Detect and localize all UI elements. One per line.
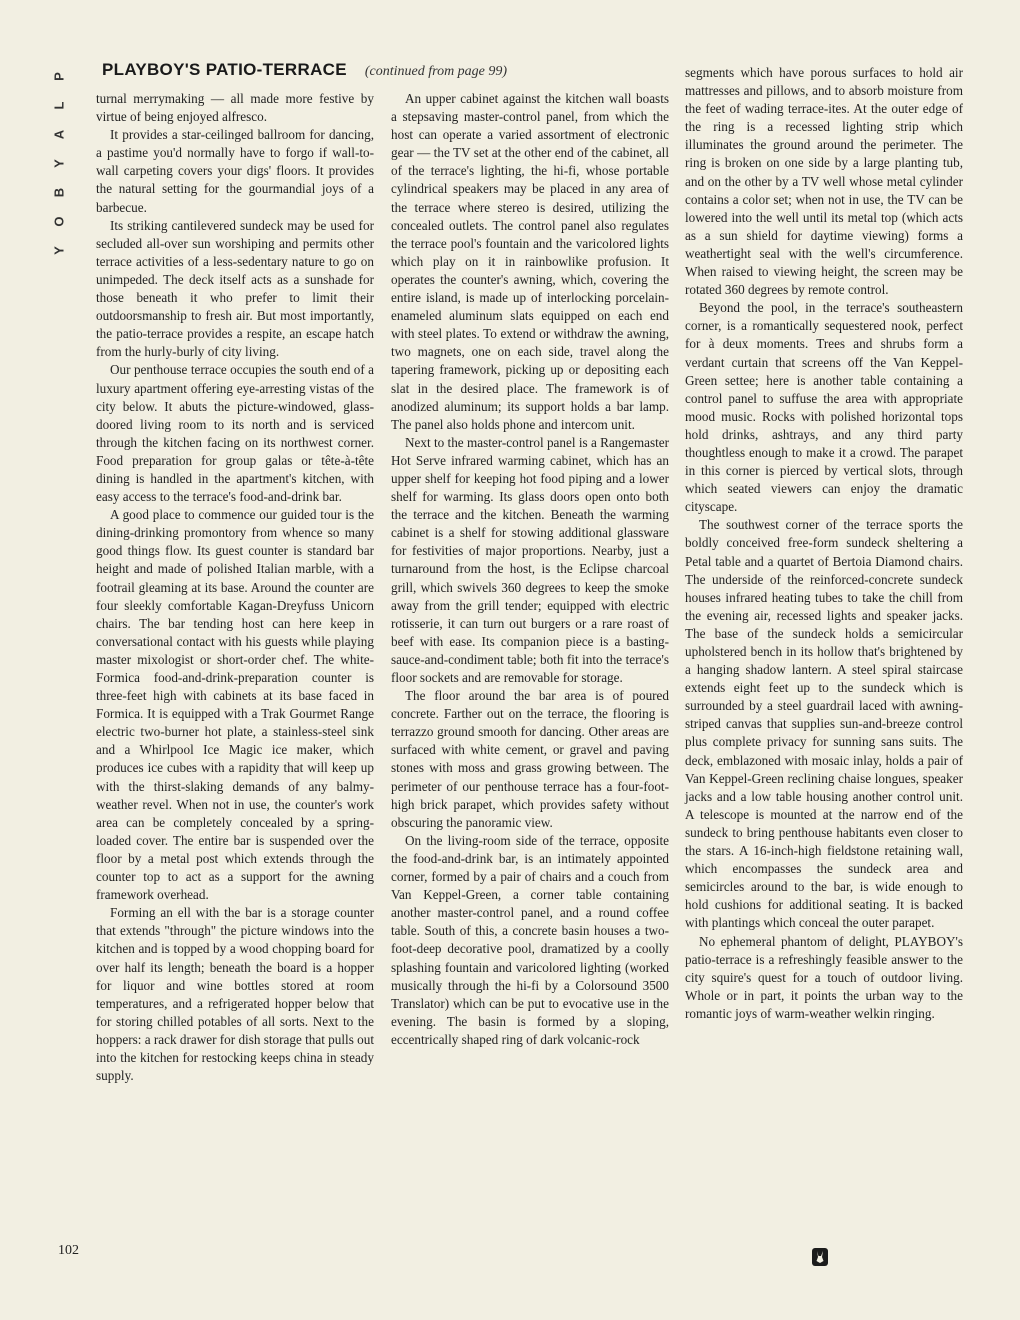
paragraph: On the living-room side of the terrace, opposite the food-and-drink bar, is an intimately appointed corner, formed by a pair of chairs and a couch from Van Keppel-Green, a corner table containing another master-control panel, and a round coffee table. South of this, a concrete basin houses a two-foot-deep decorative pool, dramatized by a coolly splashing fountain and varicolored lighting (worked musically through the hi-fi by a Colorsound 3500 Translator) which can be put to evocative use in the evening. The basin is formed by a sloping, eccentrically shaped ring of dark volcanic-rock	[391, 832, 669, 1047]
spine-letter: O	[51, 216, 67, 227]
paragraph: It provides a star-ceilinged ballroom for dancing, a pastime you'd normally have to forgo if wall-to-wall carpeting covers your digs' floors. It provides the natural setting for the gourmandial joys of a barbecue.	[96, 127, 374, 215]
text-column-2	[391, 90, 669, 1049]
paragraph: Next to the master-control panel is a Rangemaster Hot Serve infrared warming cabinet, which has an upper shelf for keeping hot food piping and a lower shelf for warming. Its glass doors open onto both the terrace and the kitchen. Beneath the warming cabinet is a shelf for stowing additional glassware for festivities of major proportions. Nearby, just a turnaround from the host, is the Eclipse charcoal grill, which swivels 360 degrees to keep the smoke away from the grill tender; equipped with electric rotisserie, it can turn out burgers or a rare roast of beef with ease. Its companion piece is a basting-sauce-and-condiment table; both fit into the terrace's floor sockets and are removable for storage.	[391, 434, 669, 685]
rabbit-head-end-mark-icon	[812, 1248, 828, 1266]
spine-masthead	[51, 62, 76, 265]
spine-letter: Y	[51, 246, 67, 255]
spine-letter: A	[51, 129, 67, 140]
article-header	[102, 60, 702, 86]
spine-letter: Y	[51, 159, 67, 168]
continued-note: (continued from page 99)	[364, 64, 508, 79]
paragraph: An upper cabinet against the kitchen wall boasts a stepsaving master-control panel, from which the host can operate a varied assortment of electronic gear — the TV set at the other end of the cabinet, all of the terrace's lighting, the hi-fi, whose portable cylindrical speakers may be placed in any area of the terrace where stereo is desired, utilizing the concealed outlets. The control panel also regulates the terrace pool's fountain and the varicolored lights which play on it in rainbowlike profusion. It operates the counter's awning, which, covering the entire island, is made up of interlocking porcelain-enameled aluminum slats equipped on each end with steel plates. To extend or withdraw the awning, two magnets, one on each side, travel along the tapering framework, picking up or depositing each slat in the desired place. The framework is of anodized aluminum; its support holds a bar lamp. The panel also holds phone and intercom unit.	[391, 91, 669, 432]
paragraph: A good place to commence our guided tour is the dining-drinking promontory from whence so many good things flow. Its guest counter is standard bar height and made of polished Italian marble, with a footrail gleaming at its base. Around the counter are four sleekly comfortable Kagan-Dreyfuss Unicorn chairs. The bar tending host can here keep in conversational contact with his guests while playing master mixologist or short-order chef. The white-Formica food-and-drink-preparation counter is three-feet high with cabinets at its base faced in Formica. It is equipped with a Trak Gourmet Range electric two-burner hot plate, a stainless-steel sink and a Whirlpool Ice Magic ice maker, which produces ice cubes with a rapidity that will keep up with the thirst-slaking demands of any balmy-weather revel. When not in use, the counter's work area can be completely concealed by a spring-loaded cover. The entire bar is suspended over the floor by a metal post which extends through the counter top to act as a support for the awning framework overhead.	[96, 507, 374, 903]
page-number: 102	[58, 1243, 79, 1258]
spine-letter: P	[51, 72, 67, 81]
paragraph: Beyond the pool, in the terrace's southeastern corner, is a romantically sequestered nook, perfect for à deux moments. Trees and shrubs form a verdant curtain that screens off the Van Keppel-Green settee; here is another table containing a control panel to suffuse the area with appropriate mood music. Rocks with polished horizontal tops hold drinks, ashtrays, and any third party thoughtless enough to make it a crowd. The parapet in this corner is pierced by vertical slots, through which seated viewers can enjoy the dramatic cityscape.	[685, 300, 963, 515]
paragraph: Its striking cantilevered sundeck may be used for secluded all-over sun worshiping and permits other terrace activities of a less-sedentary nature to go on unimpeded. The deck itself acts as a sunshade for those beneath it who prefer to limit their outdoorsmanship to fresh air. But most importantly, the patio-terrace provides a respite, an escape hatch from the hurly-burly of city living.	[96, 217, 374, 360]
paragraph: The southwest corner of the terrace sports the boldly conceived free-form sundeck sheltering a Petal table and a quartet of Bertoia Diamond chairs. The underside of the reinforced-concrete sundeck houses infrared heating tubes to take the chill from the evening air, recessed lights and speaker jacks. The base of the sundeck holds a semicircular upholstered bench in its hollow that's brightened by a hanging shadow lantern. A steel spiral staircase extends eight feet up to the sundeck which is surrounded by a steel guardrail laced with awning-striped canvas that supplies sun-and-breeze control plus complete privacy for sunning sans suits. The deck, emblazoned with mosaic inlay, holds a pair of Van Keppel-Green reclining chaise longues, speaker jacks and a low table housing another control unit. A telescope is mounted at the narrow end of the sundeck to bring penthouse habitants even closer to the stars. A 16-inch-high fieldstone retaining wall, which encompasses the sundeck area and semicircles around to the bar, is wide enough to hold cushions for additional seating. It is backed with plantings which conceal the outer parapet.	[685, 517, 963, 931]
spine-letter: B	[51, 187, 67, 198]
paragraph: turnal merrymaking — all made more festive by virtue of being enjoyed alfresco.	[96, 91, 374, 125]
spine-letter: L	[51, 101, 67, 110]
paragraph: Our penthouse terrace occupies the south end of a luxury apartment offering eye-arresting vistas of the city below. It abuts the picture-windowed, glass-doored living room to its north and is serviced through the kitchen facing on its northwest corner. Food preparation for group galas or tête-à-tête dining is handled in the apartment's kitchen, with easy access to the terrace's food-and-drink bar.	[96, 362, 374, 505]
text-column-1	[96, 90, 374, 1085]
text-column-3	[685, 64, 963, 1023]
article-title: PLAYBOY'S PATIO-TERRACE	[102, 60, 347, 79]
paragraph: Forming an ell with the bar is a storage counter that extends "through" the picture windows into the kitchen and is topped by a wood chopping board for over half its length; beneath the board is a hopper for liquor and wine bottles stored at room temperatures, and a refrigerated hopper below that for storing chilled potables of all sorts. Next to the hoppers: a rack drawer for dish storage that pulls out into the kitchen for restocking keeps china in steady supply.	[96, 905, 374, 1084]
paragraph: segments which have porous surfaces to hold air mattresses and pillows, and to absorb moisture from the feet of wading terrace-ites. At the outer edge of the ring is a recessed lighting strip which illuminates the ground around the perimeter. The ring is broken on one side by a large planting tub, and on the other by a TV well whose metal cylinder contains a color set; when not in use, the TV can be lowered into the well until its metal top (which acts as a sun shield for daytime viewing) forms a weathertight seal with the well's circumference. When raised to viewing height, the screen may be rotated 360 degrees by remote control.	[685, 65, 963, 298]
paragraph: No ephemeral phantom of delight, PLAYBOY's patio-terrace is a refreshingly feasible answer to the city squire's quest for a touch of outdoor living. Whole or in part, it points the urban way to the romantic joys of warm-weather welkin ringing.	[685, 933, 963, 1021]
paragraph: The floor around the bar area is of poured concrete. Farther out on the terrace, the flooring is terrazzo ground smooth for dancing. Other areas are surfaced with white cement, or gravel and paving stones with moss and grass growing between. The perimeter of our penthouse terrace has a four-foot-high brick parapet, which provides safety without obscuring the panoramic view.	[391, 688, 669, 830]
